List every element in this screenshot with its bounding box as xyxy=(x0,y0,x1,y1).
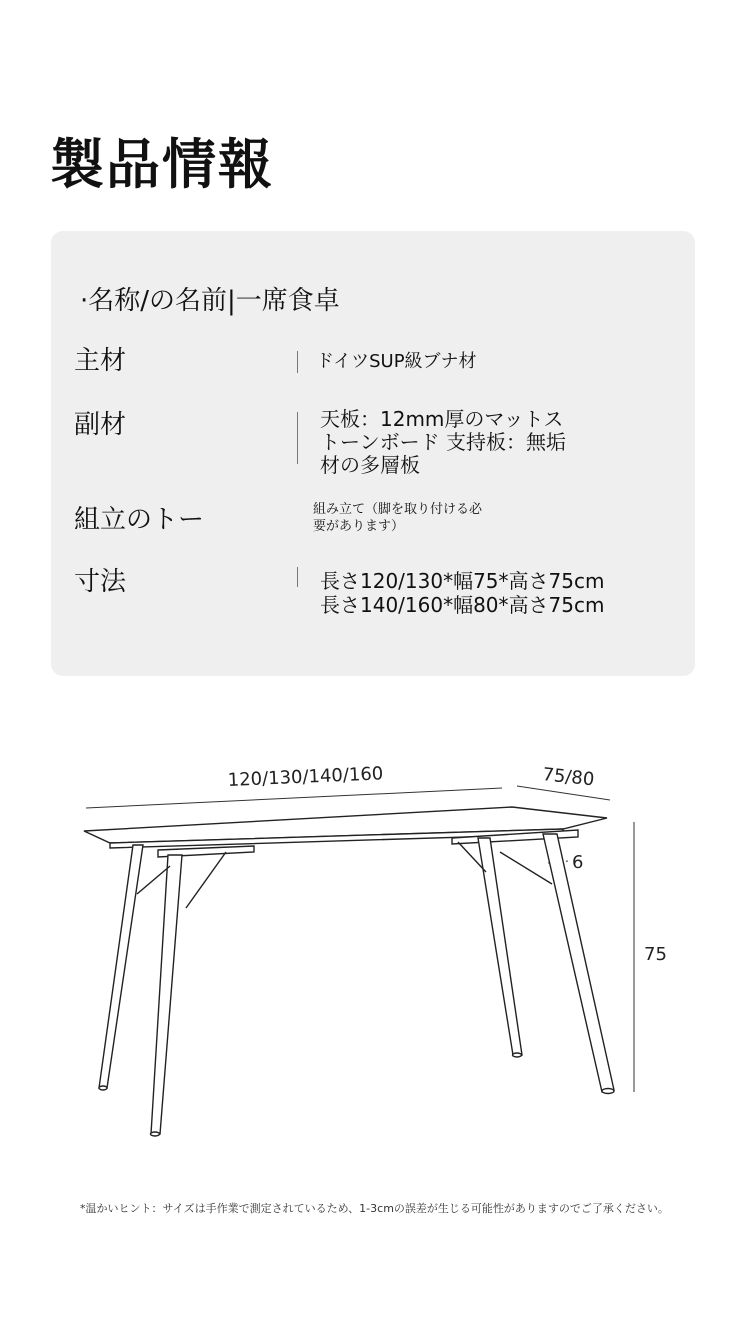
sub-material-line-3: 材の多層板 xyxy=(320,453,420,477)
product-name: ·名称/の名前|一席食卓 xyxy=(80,286,340,316)
height-label: 75 xyxy=(644,944,667,965)
footnote: *温かいヒント：サイズは手作業で測定されているため、1-3cmの誤差が生じる可能性がありますのでご了承ください。 xyxy=(80,1202,669,1215)
sub-material-line-1: 天板：12mm厚のマットス xyxy=(320,407,564,431)
leg-foot xyxy=(151,1132,160,1136)
leg-brace xyxy=(137,866,170,894)
main-material-label: 主材 xyxy=(74,346,127,376)
length-dimension-line xyxy=(86,788,502,808)
width-label: 75/80 xyxy=(541,764,596,791)
leg-brace xyxy=(186,852,226,908)
dimensions-line-1: 長さ120/130*幅75*高さ75cm xyxy=(320,569,605,593)
page-title: 製品情報 xyxy=(50,133,274,196)
table-leg xyxy=(99,845,143,1088)
leg-foot xyxy=(602,1089,614,1094)
main-material-value: ドイツSUP級ブナ材 xyxy=(316,351,477,372)
table-dimension-diagram xyxy=(0,740,750,1160)
table-drawing xyxy=(84,807,614,1136)
leg-foot xyxy=(513,1053,522,1057)
assembly-label: 組立のトー xyxy=(74,505,205,535)
assembly-line-1: 組み立て（脚を取り付ける必 xyxy=(313,502,483,517)
row-divider xyxy=(297,567,298,587)
width-dimension-line xyxy=(517,786,610,800)
apron-label: 6 xyxy=(572,852,584,873)
sub-material-line-2: トーンボード 支持板：無垢 xyxy=(320,430,566,454)
table-leg xyxy=(151,855,182,1134)
sub-material-label: 副材 xyxy=(74,410,127,440)
length-label: 120/130/140/160 xyxy=(227,763,384,791)
dimensions-line-2: 長さ140/160*幅80*高さ75cm xyxy=(320,593,605,617)
leg-foot xyxy=(99,1086,107,1090)
dimensions-label: 寸法 xyxy=(74,567,127,597)
row-divider xyxy=(297,412,298,464)
leg-brace xyxy=(500,852,552,884)
row-divider xyxy=(297,351,298,373)
assembly-line-2: 要があります） xyxy=(313,519,405,534)
